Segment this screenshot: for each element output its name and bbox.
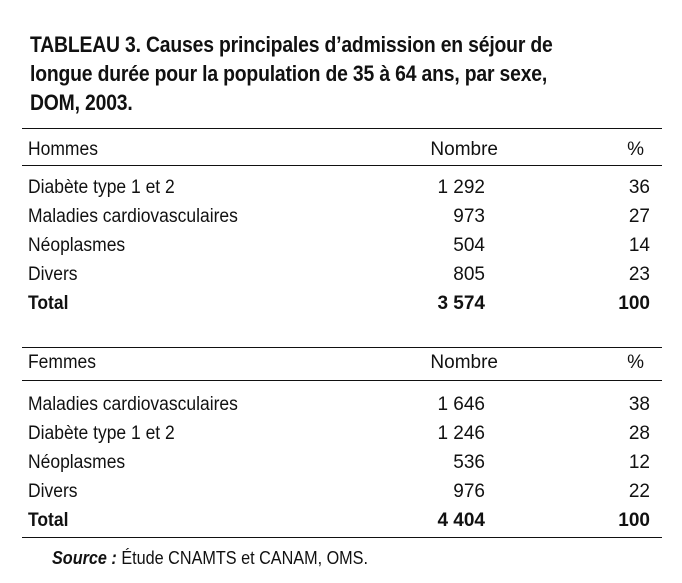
femmes-header-pct: % [627, 352, 644, 373]
row-pct: 28 [628, 423, 650, 444]
row-pct: 36 [628, 177, 650, 198]
table-row [28, 421, 650, 447]
femmes-header-row [28, 350, 650, 376]
total-pct: 100 [618, 510, 650, 531]
row-pct: 12 [628, 452, 650, 473]
femmes-header-label: Femmes [28, 352, 96, 373]
row-pct: 38 [628, 394, 650, 415]
table-title: TABLEAU 3. Causes principales d’admission en séjour de longue durée pour la population de 35 à 64 ans, par sexe, DOM, 2003. [30, 32, 553, 115]
total-label: Total [28, 510, 69, 531]
row-label: Néoplasmes [28, 235, 126, 256]
table-row [28, 450, 650, 476]
row-nombre: 973 [453, 206, 485, 227]
row-label: Néoplasmes [28, 452, 126, 473]
table-row [28, 233, 650, 259]
row-nombre: 1 246 [437, 423, 485, 444]
row-label: Divers [28, 481, 78, 502]
source-note [52, 546, 368, 570]
total-pct: 100 [618, 293, 650, 314]
row-nombre: 504 [453, 235, 485, 256]
row-label: Diabète type 1 et 2 [28, 177, 175, 198]
row-label: Diabète type 1 et 2 [28, 423, 175, 444]
row-nombre: 805 [453, 264, 485, 285]
row-pct: 23 [628, 264, 650, 285]
row-nombre: 1 292 [437, 177, 485, 198]
hommes-header-label: Hommes [28, 139, 98, 160]
source-text: Étude CNAMTS et CANAM, OMS. [116, 548, 368, 568]
total-nombre: 4 404 [437, 510, 485, 531]
bottom-rule [22, 537, 662, 538]
hommes-header-pct: % [627, 139, 644, 160]
table-row [28, 392, 650, 418]
table-row [28, 479, 650, 505]
row-pct: 22 [628, 481, 650, 502]
row-nombre: 976 [453, 481, 485, 502]
hommes-total-row [28, 291, 650, 317]
hommes-header-rule [22, 165, 662, 166]
table-row [28, 262, 650, 288]
total-nombre: 3 574 [437, 293, 485, 314]
row-pct: 27 [628, 206, 650, 227]
femmes-header-rule [22, 380, 662, 381]
row-label: Maladies cardiovasculaires [28, 206, 238, 227]
table-row [28, 175, 650, 201]
hommes-header-row [28, 137, 650, 163]
top-rule [22, 128, 662, 129]
femmes-total-row [28, 508, 650, 534]
source-label: Source : [52, 548, 117, 568]
row-nombre: 1 646 [437, 394, 485, 415]
hommes-header-nombre: Nombre [430, 139, 498, 160]
section-divider [22, 347, 662, 348]
row-label: Maladies cardiovasculaires [28, 394, 238, 415]
femmes-header-nombre: Nombre [430, 352, 498, 373]
table-row [28, 204, 650, 230]
total-label: Total [28, 293, 69, 314]
row-pct: 14 [628, 235, 650, 256]
row-nombre: 536 [453, 452, 485, 473]
row-label: Divers [28, 264, 78, 285]
